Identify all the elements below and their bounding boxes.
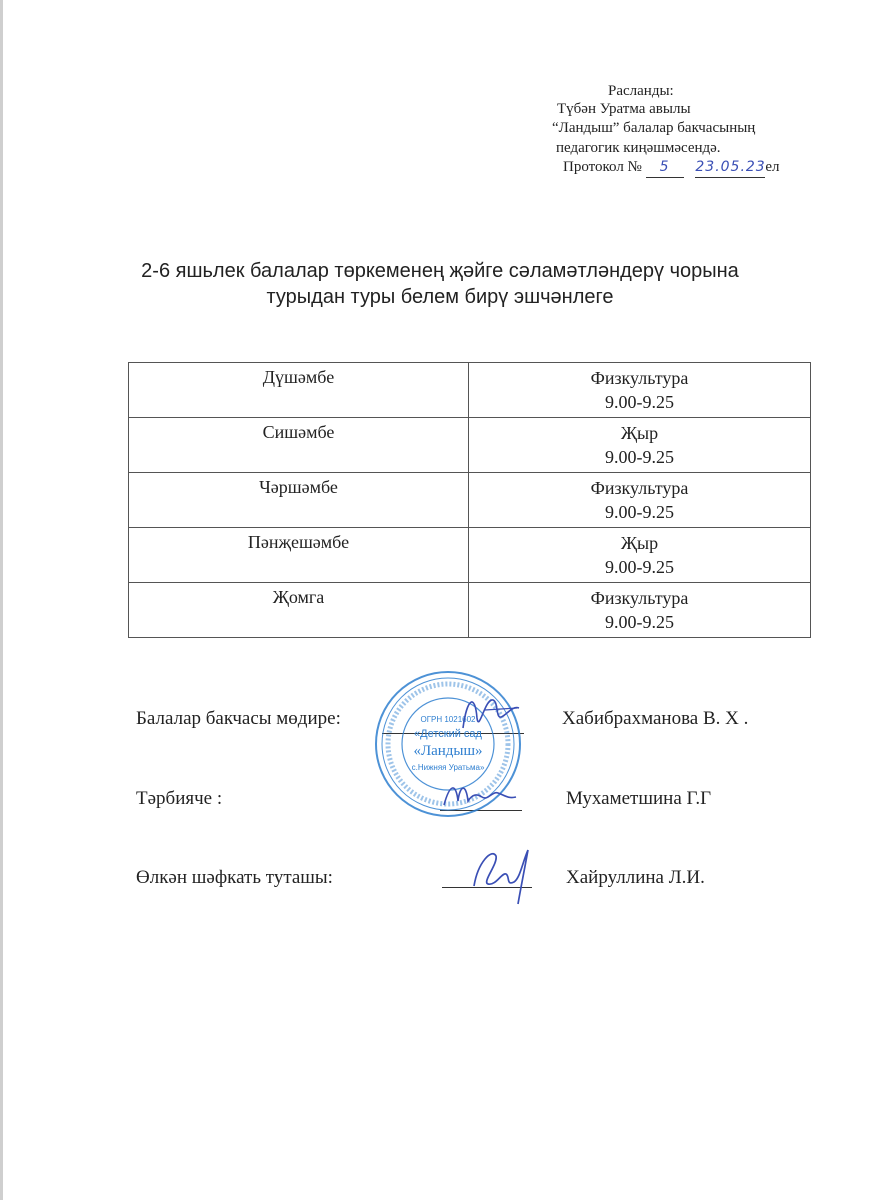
day-cell: Дүшәмбе [129, 363, 469, 418]
approval-village: Түбән Уратма авылы [557, 101, 691, 117]
stamp-line-3: с.Нижняя Уратьма» [411, 763, 485, 772]
protocol-label: Протокол № [563, 159, 642, 175]
table-row [129, 583, 811, 638]
director-role: Балалар бакчасы мөдире: [136, 708, 341, 729]
director-name: Хабибрахманова В. Х . [562, 708, 749, 729]
stamp-line-1: «Детский сад [414, 728, 482, 740]
protocol-date: 23.05.23 [695, 158, 765, 178]
activity-time: 9.00-9.25 [605, 502, 674, 522]
activity-time: 9.00-9.25 [605, 447, 674, 467]
activity-cell [469, 473, 811, 528]
title-line-1: 2-6 яшьлек балалар төркеменең җәйге сәламәтләндерү чорына [141, 260, 739, 282]
activity-name: Физкультура [590, 368, 689, 388]
activity-cell [469, 528, 811, 583]
day-cell: Җомга [129, 583, 469, 638]
approval-council: педагогик киңәшмәсендә. [556, 140, 721, 156]
day-cell: Чәршәмбе [129, 473, 469, 528]
protocol-number: 5 [646, 158, 684, 178]
table-row [129, 473, 811, 528]
day-cell: Пәнҗешәмбе [129, 528, 469, 583]
activity-name: Җыр [620, 533, 659, 553]
activity-name: Җыр [620, 423, 659, 443]
scan-edge [0, 0, 3, 1200]
nurse-name: Хайруллина Л.И. [566, 867, 705, 888]
teacher-role: Тәрбияче : [136, 788, 223, 809]
nurse-signature [462, 842, 542, 910]
activity-name: Физкультура [590, 478, 689, 498]
schedule-table [128, 362, 811, 638]
activity-time: 9.00-9.25 [605, 612, 674, 632]
activity-time: 9.00-9.25 [605, 392, 674, 412]
protocol-suffix: ел [765, 159, 780, 175]
title-line-2: турыдан туры белем бирү эшчәнлеге [266, 286, 614, 308]
teacher-name: Мухаметшина Г.Г [566, 788, 712, 809]
table-row [129, 418, 811, 473]
activity-cell [469, 583, 811, 638]
approval-kindergarten: “Ландыш” балалар бакчасының [552, 120, 756, 136]
table-row [129, 363, 811, 418]
day-cell: Сишәмбе [129, 418, 469, 473]
activity-time: 9.00-9.25 [605, 557, 674, 577]
teacher-signature [440, 775, 520, 815]
table-row [129, 528, 811, 583]
approval-heading: Расланды: [608, 83, 674, 99]
page-title [120, 258, 760, 310]
stamp-ogrn: ОГРН 1021602 [420, 715, 476, 724]
activity-cell [469, 418, 811, 473]
activity-cell [469, 363, 811, 418]
director-signature [455, 688, 525, 738]
nurse-role: Өлкән шәфкать туташы: [136, 867, 333, 888]
stamp-line-2: «Ландыш» [413, 743, 483, 759]
approval-protocol [563, 158, 780, 178]
activity-name: Физкультура [590, 588, 689, 608]
